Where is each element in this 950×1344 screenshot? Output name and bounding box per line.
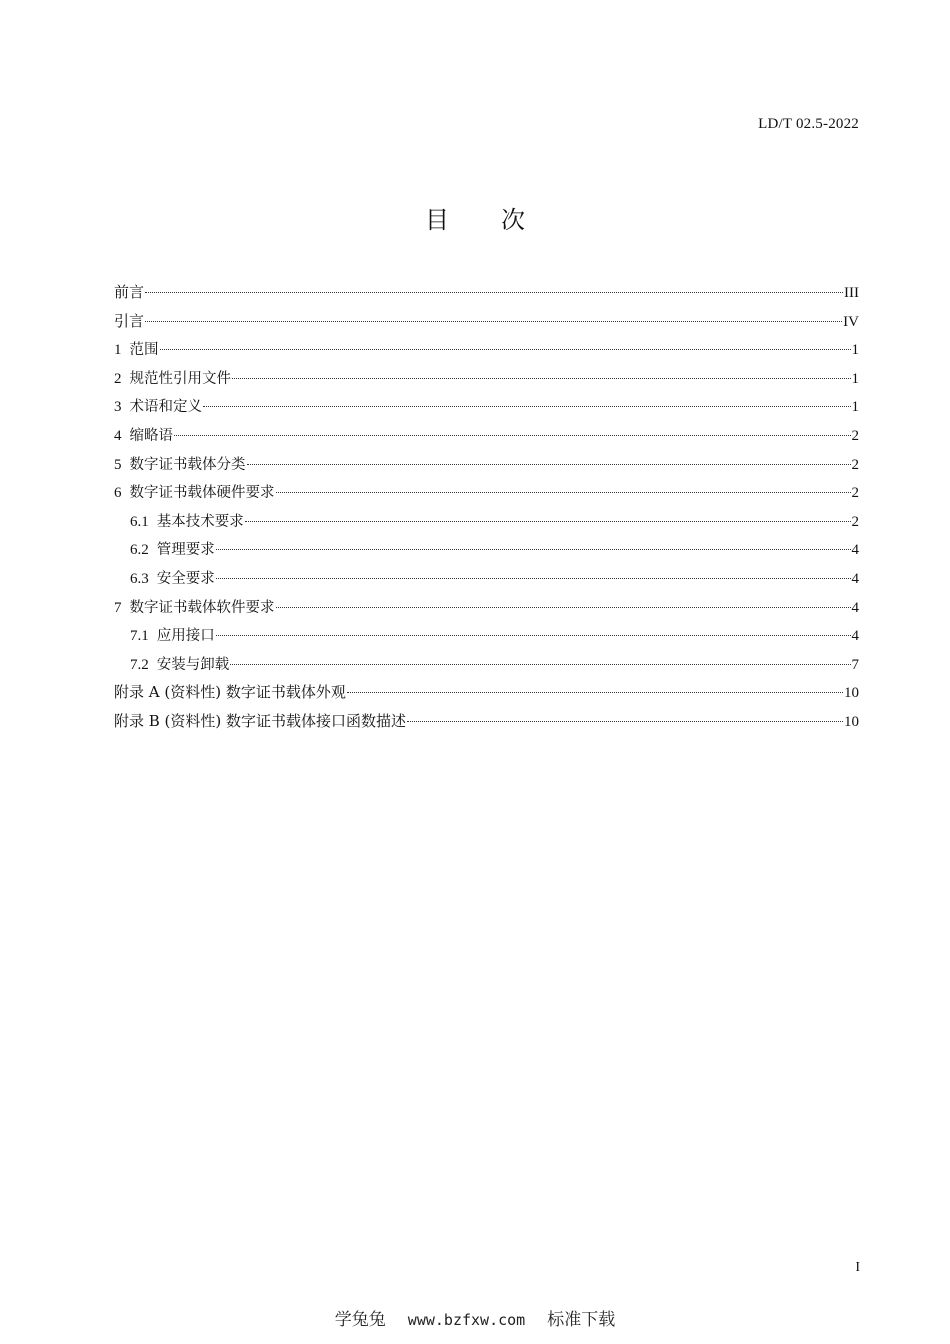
standard-code: LD/T 02.5-2022 — [758, 116, 859, 132]
toc-entry-page: 2 — [851, 513, 859, 530]
toc-entry-page: 4 — [851, 542, 859, 559]
toc-entry-text: 缩略语 — [129, 427, 173, 444]
toc-leader-dots — [174, 435, 851, 436]
toc-entry[interactable] — [114, 453, 859, 482]
toc-leader-dots — [245, 521, 851, 522]
toc-leader-dots — [216, 578, 851, 579]
toc-entry[interactable] — [114, 281, 859, 310]
toc-entry-label — [114, 338, 159, 361]
toc-entry-label — [130, 567, 215, 590]
footer-brand: 学兔兔 — [334, 1310, 386, 1330]
toc-entry-label — [130, 538, 215, 561]
toc-entry-text: 数字证书载体硬件要求 — [129, 485, 275, 502]
toc-entry-number: 6.3 — [130, 570, 149, 587]
toc-entry-page: 4 — [851, 599, 859, 616]
toc-leader-dots — [203, 406, 851, 407]
toc-entry-number: 7.1 — [130, 628, 149, 645]
toc-leader-dots — [145, 321, 842, 322]
toc-entry-text: 术语和定义 — [129, 399, 202, 416]
toc-entry-text: 规范性引用文件 — [129, 370, 231, 387]
toc-subentry[interactable] — [114, 624, 859, 653]
toc-leader-dots — [216, 549, 851, 550]
toc-entry-label: 附录 B (资料性) 数字证书载体接口函数描述 — [114, 711, 407, 730]
toc-entry-label — [130, 653, 229, 676]
toc-subentry[interactable] — [114, 567, 859, 596]
toc-entry-page: 10 — [844, 713, 859, 730]
toc-entry-label: 前言 — [114, 283, 145, 301]
toc-entry-number: 3 — [114, 399, 122, 416]
toc-leader-dots — [276, 492, 851, 493]
toc-leader-dots — [216, 635, 851, 636]
toc-entry-text: 管理要求 — [156, 542, 215, 559]
toc-entry-number: 1 — [114, 342, 122, 359]
toc-entry-page: 7 — [851, 656, 859, 673]
toc-entry[interactable] — [114, 338, 859, 367]
toc-entry-page: 1 — [851, 399, 859, 416]
toc-entry-text: 数字证书载体分类 — [129, 456, 246, 473]
toc-entry-page: 1 — [851, 370, 859, 387]
toc-entry[interactable] — [114, 424, 859, 453]
toc-leader-dots — [407, 721, 843, 722]
toc-entry-page: 4 — [851, 628, 859, 645]
footer-watermark — [0, 1305, 950, 1330]
footer-site-url[interactable]: www.bzfxw.com — [407, 1311, 526, 1329]
toc-entry-page: 1 — [851, 342, 859, 359]
toc-title-char-1: 目 — [425, 206, 449, 234]
toc-entry-text: 安装与卸载 — [156, 656, 230, 673]
toc-entry-label — [114, 596, 275, 619]
toc-entry-number: 6 — [114, 485, 122, 502]
toc-leader-dots — [160, 349, 851, 350]
toc-leader-dots — [145, 292, 843, 293]
toc-entry-label — [130, 510, 244, 533]
toc-entry-label — [114, 481, 275, 504]
toc-leader-dots — [247, 464, 851, 465]
toc-entry-label: 引言 — [114, 311, 145, 330]
toc-entry-text: 应用接口 — [156, 628, 215, 645]
toc-entry[interactable] — [114, 481, 859, 510]
toc-entry[interactable] — [114, 310, 859, 339]
toc-entry-number: 6.2 — [130, 542, 149, 559]
toc-entry-text: 基本技术要求 — [156, 513, 244, 530]
toc-entry-number: 7 — [114, 599, 122, 616]
toc-entry-page: III — [844, 285, 859, 301]
toc-entry-text: 数字证书载体软件要求 — [129, 599, 275, 616]
toc-entry[interactable] — [114, 710, 859, 739]
toc-leader-dots — [232, 378, 851, 379]
toc-entry-page: 10 — [844, 685, 859, 702]
toc-leader-dots — [276, 607, 851, 608]
toc-entry-label: 附录 A (资料性) 数字证书载体外观 — [114, 683, 346, 702]
toc-entry-number: 4 — [114, 427, 122, 444]
toc-title — [0, 200, 950, 235]
toc-entry-label — [130, 624, 215, 647]
toc-entry-page: 2 — [851, 456, 859, 473]
toc-leader-dots — [230, 664, 850, 665]
toc-entry-text: 安全要求 — [156, 570, 215, 587]
toc-entry-number: 6.1 — [130, 513, 149, 530]
toc-entry-number: 2 — [114, 370, 122, 387]
toc-entry-number: 7.2 — [130, 656, 149, 673]
toc-leader-dots — [347, 692, 843, 693]
toc-entry-label — [114, 395, 202, 418]
page-number: I — [855, 1260, 860, 1275]
toc-entry-label — [114, 453, 246, 476]
table-of-contents — [114, 281, 859, 739]
footer-tagline: 标准下载 — [547, 1310, 616, 1330]
toc-entry[interactable] — [114, 367, 859, 396]
toc-entry-label — [114, 367, 231, 390]
toc-subentry[interactable] — [114, 538, 859, 567]
toc-entry-label — [114, 424, 173, 447]
toc-subentry[interactable] — [114, 510, 859, 539]
toc-entry[interactable] — [114, 681, 859, 710]
toc-entry[interactable] — [114, 395, 859, 424]
toc-entry-page: 4 — [851, 570, 859, 587]
toc-entry-page: 2 — [851, 427, 859, 444]
toc-entry-number: 5 — [114, 456, 122, 473]
toc-entry[interactable] — [114, 596, 859, 625]
toc-entry-page: 2 — [851, 485, 859, 502]
toc-subentry[interactable] — [114, 653, 859, 682]
toc-title-char-2: 次 — [501, 206, 525, 234]
toc-entry-text: 范围 — [129, 342, 159, 359]
toc-entry-page: IV — [843, 313, 859, 330]
